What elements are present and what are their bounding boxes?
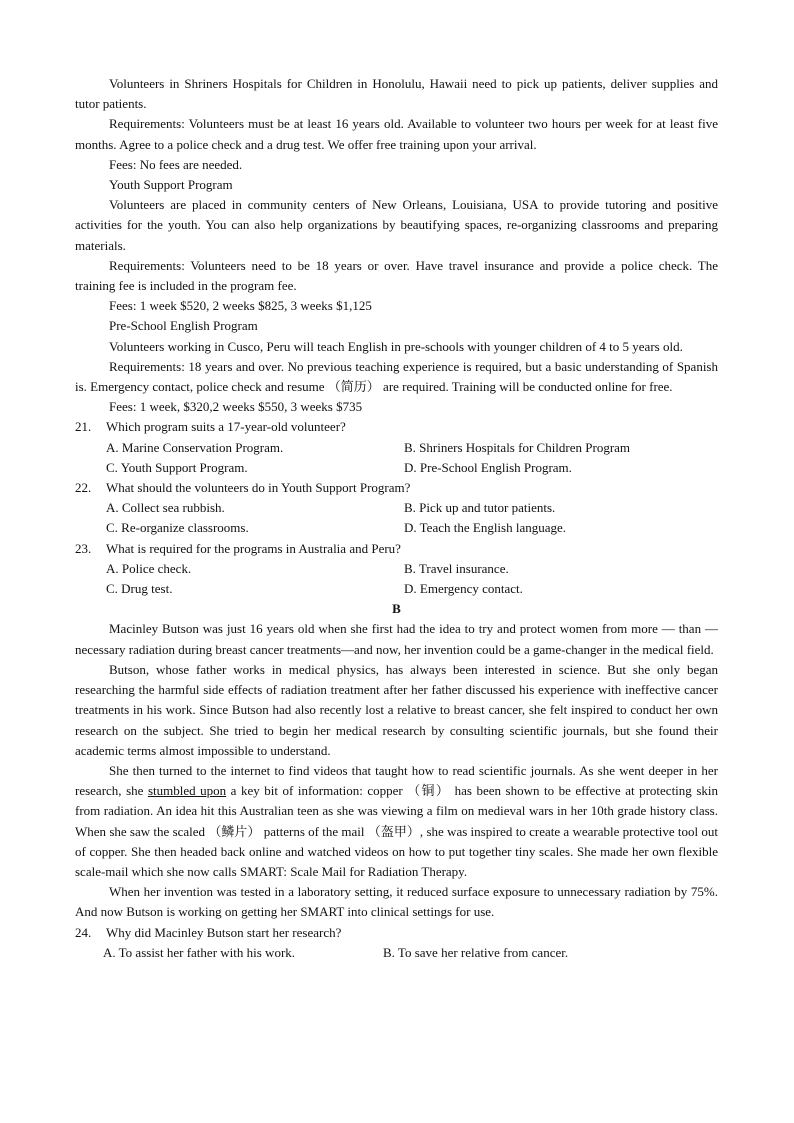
paragraph: Volunteers in Shriners Hospitals for Children in Honolulu, Hawaii need to pick up patients, deliver supplies and tutor patients.: [75, 76, 718, 112]
question-text: Why did Macinley Butson start her research?: [106, 924, 342, 940]
section-heading: B: [392, 601, 401, 617]
question-text: What should the volunteers do in Youth Support Program?: [106, 480, 411, 496]
program-heading: Pre-School English Program: [109, 318, 258, 334]
option-b: B. Pick up and tutor patients.: [404, 500, 556, 516]
option-d: D. Emergency contact.: [404, 581, 523, 597]
paragraph: Macinley Butson was just 16 years old when she first had the idea to try and protect women from more — than — necessary radiation during breast cancer treatments—and now, her invention could be a game-changer in the medical field.: [75, 621, 718, 657]
paragraph: [75, 761, 718, 882]
option-b: B. Shriners Hospitals for Children Program: [404, 439, 631, 455]
paragraph: Butson, whose father works in medical physics, has always been interested in science. But she only began researching the harmful side effects of radiation treatment after her father discussed his experience with ineffective cancer treatments in his work. Since Butson had also recently lost a relative to breast cancer, she felt inspired to conduct her own research on the subject. She tried to begin her medical research by consulting scientific journals, but she found their academic terms almost impossible to understand.: [75, 661, 718, 758]
document-page: [75, 74, 718, 963]
option-c: C. Re-organize classrooms.: [106, 520, 249, 536]
option-a: A. Collect sea rubbish.: [106, 500, 225, 516]
paragraph: Volunteers are placed in community centers of New Orleans, Louisiana, USA to provide tutoring and positive activities for the youth. You can also help organizations by beautifying spaces, re-organizing classrooms and preparing materials.: [75, 197, 718, 253]
program-heading: Youth Support Program: [109, 177, 233, 193]
underlined-phrase: stumbled upon: [147, 783, 227, 799]
option-a: A. Marine Conservation Program.: [106, 439, 284, 455]
option-b: B. To save her relative from cancer.: [383, 944, 569, 960]
question-24: [75, 923, 718, 963]
paragraph: Requirements: Volunteers need to be 18 years or over. Have travel insurance and provide a police check. The training fee is included in the program fee.: [75, 257, 718, 294]
question-number: 21.: [75, 419, 92, 435]
question-number: 23.: [75, 540, 92, 556]
question-number: 22.: [75, 480, 92, 496]
paragraph: Volunteers working in Cusco, Peru will teach English in pre-schools with younger children of 4 to 5 years old.: [109, 338, 683, 354]
paragraph: Fees: 1 week $520, 2 weeks $825, 3 weeks $1,125: [109, 298, 372, 314]
option-d: D. Teach the English language.: [404, 520, 567, 536]
paragraph: Fees: No fees are needed.: [109, 156, 243, 172]
paragraph: Fees: 1 week, $320,2 weeks $550, 3 weeks $735: [109, 399, 363, 415]
question-text: What is required for the programs in Australia and Peru?: [106, 540, 401, 556]
option-c: C. Youth Support Program.: [106, 459, 248, 475]
paragraph: Requirements: Volunteers must be at least 16 years old. Available to volunteer two hours per week for at least five months. Agree to a police check and a drug test. We offer free training upon your arrival.: [75, 116, 718, 152]
option-a: A. Police check.: [106, 560, 192, 576]
option-a: A. To assist her father with his work.: [103, 944, 296, 960]
question-21: [75, 417, 718, 478]
question-22: [75, 478, 718, 539]
paragraph: When her invention was tested in a laboratory setting, it reduced surface exposure to unnecessary radiation by 75%. And now Butson is working on getting her SMART into clinical settings for use.: [75, 884, 718, 920]
paragraph: Requirements: 18 years and over. No previous teaching experience is required, but a basic understanding of Spanish is. Emergency contact, police check and resume （简历） are required. Training will be conducted online for free.: [75, 358, 718, 395]
text: She then turned to the internet to find videos that taught how to read scientific journals. As she went deeper in her research, she: [75, 762, 718, 799]
option-b: B. Travel insurance.: [404, 560, 509, 576]
question-23: [75, 539, 718, 600]
question-text: Which program suits a 17-year-old volunteer?: [106, 419, 346, 435]
option-d: D. Pre-School English Program.: [404, 459, 572, 475]
option-c: C. Drug test.: [106, 581, 173, 597]
question-number: 24.: [75, 924, 92, 940]
text: a key bit of information: copper （铜） has been shown to be effective at protecting skin from radiation. An idea hit this Australian teen as she was viewing a film on medieval wars in her 10th grade history class. When she saw the scaled （鳞片） patterns of the mail （盔甲）, she was inspired to create a wearable protective tool out of copper. She then headed back online and watched videos on how to put together tiny scales. She made her own flexible scale-mail which she now calls SMART: Scale Mail for Radiation Therapy.: [75, 783, 718, 879]
